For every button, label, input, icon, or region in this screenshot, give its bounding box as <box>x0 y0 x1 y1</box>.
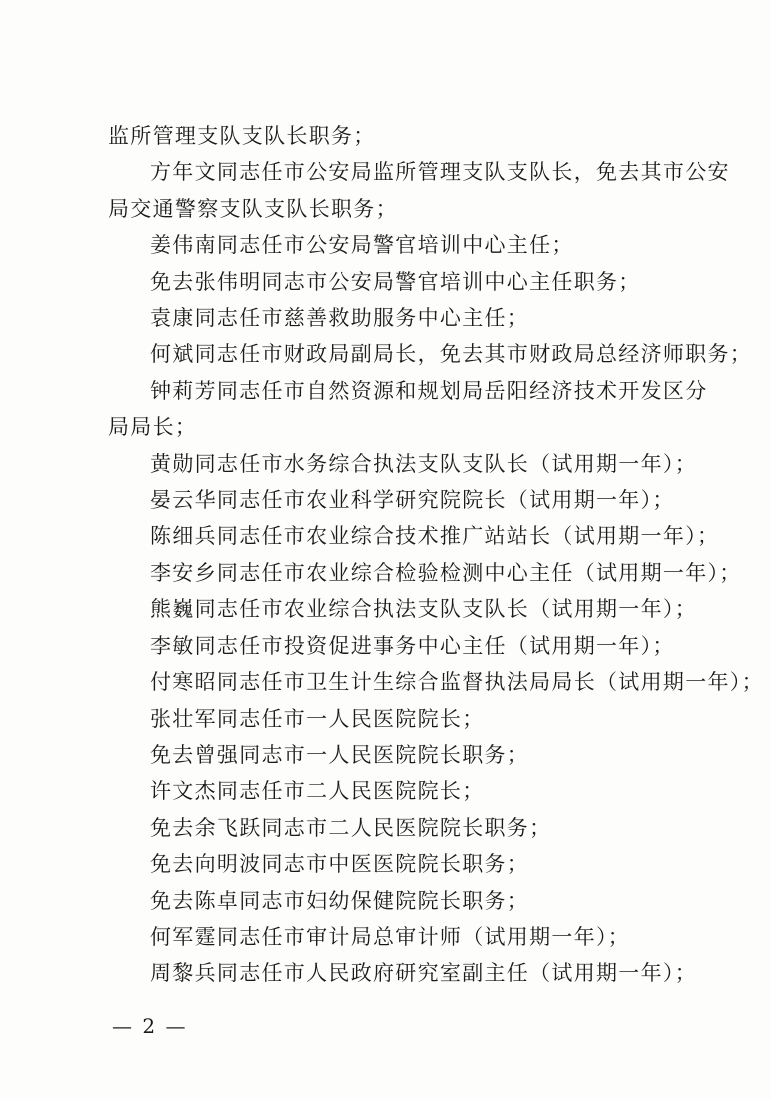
text-line: 免去余飞跃同志市二人民医院院长职务； <box>150 815 552 840</box>
text-line: 免去曾强同志市一人民医院院长职务； <box>150 742 530 767</box>
text-line: 付寒昭同志任市卫生计生综合监督执法局局长（试用期一年）； <box>150 670 764 695</box>
text-line: 李安乡同志任市农业综合检验检测中心主任（试用期一年）； <box>150 560 742 585</box>
text-line: 袁康同志任市慈善救助服务中心主任； <box>150 306 530 331</box>
document-body <box>108 118 764 992</box>
text-line: 免去向明波同志市中医医院院长职务； <box>150 852 530 877</box>
page-number: — 2 — <box>112 1014 188 1038</box>
text-line: 方年文同志任市公安局监所管理支队支队长，免去其市公安 <box>150 160 730 185</box>
text-line: 周黎兵同志任市人民政府研究室副主任（试用期一年）； <box>150 961 697 986</box>
text-line: 陈细兵同志任市农业综合技术推广站站长（试用期一年）； <box>150 524 720 549</box>
text-line: 何军霆同志任市审计局总审计师（试用期一年）； <box>150 924 631 949</box>
text-line: 熊巍同志任市农业综合执法支队支队长（试用期一年）； <box>150 597 697 622</box>
text-line: 何斌同志任市财政局副局长，免去其市财政局总经济师职务； <box>150 342 753 367</box>
text-line: 监所管理支队支队长职务； <box>108 124 376 148</box>
text-line: 免去陈卓同志市妇幼保健院院长职务； <box>150 888 530 913</box>
text-line: 许文杰同志任市二人民医院院长； <box>150 779 485 804</box>
text-line: 晏云华同志任市农业科学研究院院长（试用期一年）； <box>150 488 675 513</box>
text-line: 局局长； <box>108 415 198 440</box>
text-line: 黄勋同志任市水务综合执法支队支队长（试用期一年）； <box>150 451 697 476</box>
text-line: 张壮军同志任市一人民医院院长； <box>150 706 485 731</box>
text-line: 局交通警察支队支队长职务； <box>108 196 398 221</box>
text-line: 免去张伟明同志市公安局警官培训中心主任职务； <box>150 269 641 294</box>
text-line: 李敏同志任市投资促进事务中心主任（试用期一年）； <box>150 633 675 658</box>
text-line: 姜伟南同志任市公安局警官培训中心主任； <box>150 233 574 258</box>
text-line: 钟莉芳同志任市自然资源和规划局岳阳经济技术开发区分 <box>150 378 708 403</box>
